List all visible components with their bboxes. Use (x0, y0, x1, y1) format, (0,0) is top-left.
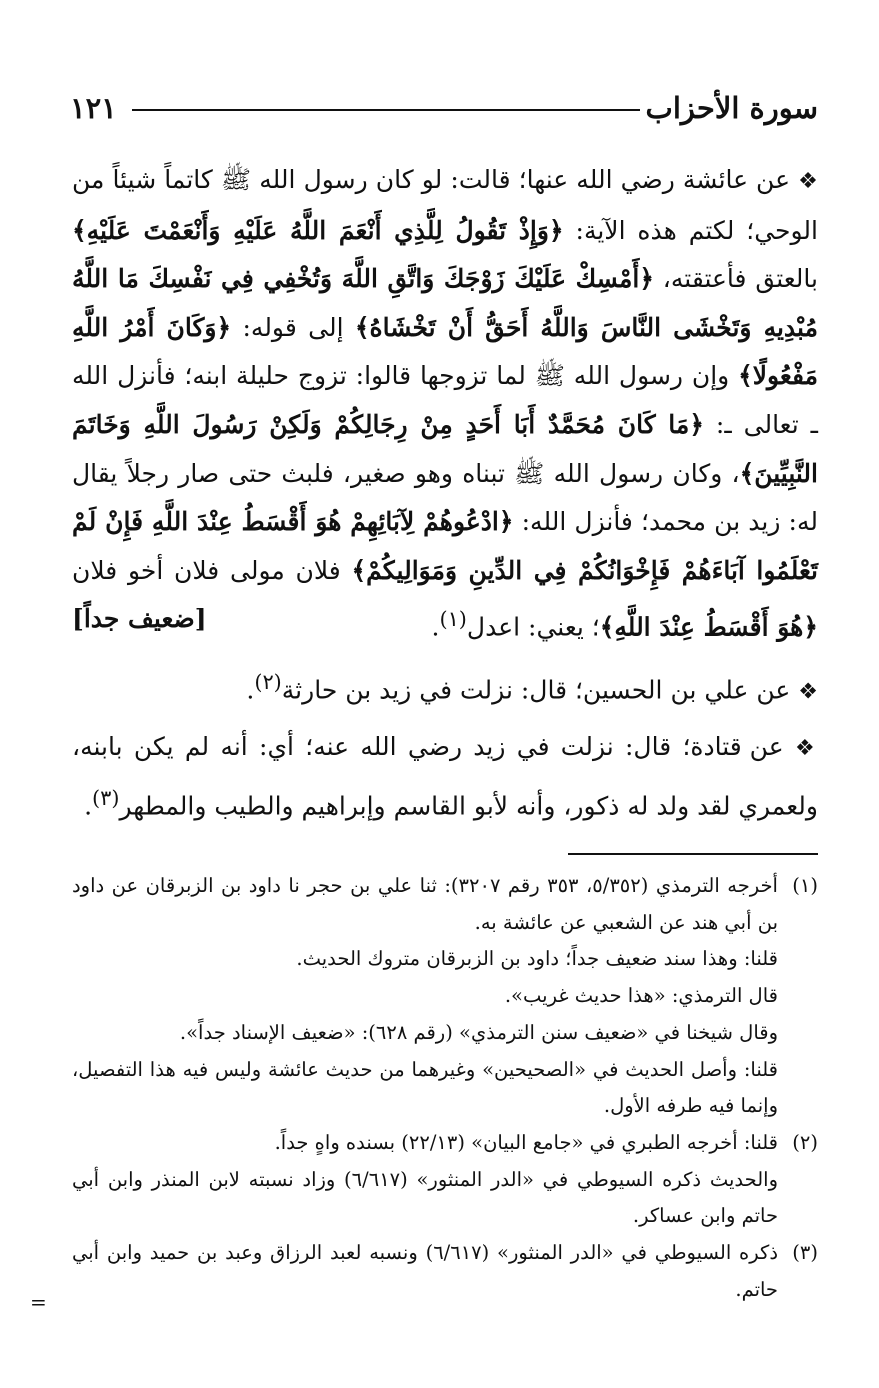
grade-label: [ضعيف جداً] (72, 604, 207, 634)
text-segment: عن علي بن الحسين؛ قال: نزلت في زيد بن حارثة (281, 675, 791, 705)
text-segment: . (84, 791, 93, 821)
margin-mark: = (30, 1290, 47, 1314)
footnote-1 (72, 868, 818, 1125)
footnote-line: قال الترمذي: «هذا حديث غريب». (504, 984, 778, 1008)
text-segment: إلى قوله: (231, 312, 355, 342)
quran-quote: ﴿وَإِذْ تَقُولُ لِلَّذِي أَنْعَمَ اللَّهُ عَلَيْهِ وَأَنْعَمْتَ عَلَيْهِ﴾ (72, 215, 564, 245)
quran-quote: ﴿وَكَانَ أَمْرُ اللَّهِ مَفْعُولًا﴾ (72, 312, 818, 391)
footnote-ref: (٣) (92, 785, 120, 810)
footnote-line: ذكره السيوطي في «الدر المنثور» (٦/٦١٧) ونسبه لعبد الرزاق وعبد بن حميد وابن أبي حاتم. (72, 1241, 778, 1301)
footnote-separator (568, 853, 818, 855)
footnote-line: قلنا: وأصل الحديث في «الصحيحين» وغيرهما من حديث عائشة وليس فيه هذا التفصيل، وإنما فيه طرفه الأول. (72, 1057, 778, 1118)
hadith-ali (72, 658, 818, 717)
footnote-line: قلنا: أخرجه الطبري في «جامع البيان» (٢٢/١٣) بسنده واهٍ جداً. (274, 1130, 778, 1154)
star-icon: ❖ (794, 736, 818, 762)
quran-quote: ﴿مَا كَانَ مُحَمَّدٌ أَبَا أَحَدٍ مِنْ رِجَالِكُمْ وَلَكِنْ رَسُولَ اللَّهِ وَخَاتَمَ النَّبِيِّينَ﴾ (72, 409, 818, 488)
text-segment: . (246, 675, 255, 705)
footnote-number: (٢) (792, 1130, 818, 1154)
footnote-line: قلنا: وهذا سند ضعيف جداً؛ داود بن الزبرقان متروك الحديث. (296, 947, 778, 971)
text-segment: ؛ يعني: اعدل (466, 612, 600, 642)
footnote-line: والحديث ذكره السيوطي في «الدر المنثور» (٦/٦١٧) وزاد نسبته لابن المنذر وابن أبي حاتم وابن عساكر. (72, 1167, 778, 1228)
quran-quote: ﴿هُوَ أَقْسَطُ عِنْدَ اللَّهِ﴾ (599, 612, 818, 642)
quran-quote: ﴿ادْعُوهُمْ لِآبَائِهِمْ هُوَ أَقْسَطُ عِنْدَ اللَّهِ فَإِنْ لَمْ تَعْلَمُوا آبَاءَهُمْ فَإِخْوَانُكُمْ فِي الدِّينِ وَمَوَالِيكُمْ﴾ (72, 507, 818, 585)
star-icon: ❖ (798, 679, 818, 705)
surah-title: سورة الأحزاب (645, 91, 818, 125)
footnote-line: أخرجه الترمذي (٥/٣٥٢، ٣٥٣ رقم ٣٢٠٧): ثنا علي بن حجر نا داود بن الزبرقان عن داود بن أبي هند عن الشعبي عن عائشة به. (72, 874, 778, 934)
page-header (70, 88, 818, 128)
text-segment: عن قتادة؛ قال: نزلت في زيد رضي الله عنه؛ أي: أنه لم يكن بابنه، ولعمري لقد ولد له ذكور، وأنه لأبو القاسم وإبراهيم والطيب والمطهر (72, 732, 818, 821)
footnote-number: (٣) (792, 1241, 818, 1265)
footnote-ref: (٢) (254, 670, 282, 695)
text-segment: ، وكان رسول الله ﷺ تبناه وهو صغير، فلبث حتى صار رجلاً يقال له: زيد بن محمد؛ فأنزل الله: (72, 458, 818, 537)
quran-quote: ﴿أَمْسِكْ عَلَيْكَ زَوْجَكَ وَاتَّقِ اللَّهَ وَتُخْفِي فِي نَفْسِكَ مَا اللَّهُ مُبْدِيهِ وَتَخْشَى النَّاسَ وَاللَّهُ أَحَقُّ أَنْ تَخْشَاهُ﴾ (72, 264, 818, 342)
footnotes (72, 868, 818, 1308)
footnote-line: وقال شيخنا في «ضعيف سنن الترمذي» (رقم ٦٢٨): «ضعيف الإسناد جداً». (179, 1020, 778, 1044)
footnote-3 (72, 1235, 818, 1308)
hadith-aisha (72, 156, 818, 652)
text-segment: . (431, 612, 440, 642)
main-text (72, 156, 818, 831)
header-rule (132, 109, 640, 111)
text-segment: فلان مولى فلان أخو فلان (72, 555, 352, 585)
footnote-ref: (١) (439, 607, 467, 632)
hadith-qatada (72, 723, 818, 831)
text-segment: بالعتق فأعتقته، (653, 264, 818, 294)
star-icon: ❖ (798, 169, 818, 194)
text-segment: وإن رسول الله ﷺ لما تزوجها قالوا: تزوج حليلة ابنه؛ فأنزل الله ـ تعالى ـ: (72, 361, 818, 439)
footnote-number: (١) (792, 874, 818, 897)
footnote-2 (72, 1125, 818, 1235)
text-segment: عن عائشة رضي الله عنها؛ قالت: لو كان رسول الله ﷺ كاتماً شيئاً من الوحي؛ لكتم هذه الآية: (72, 165, 818, 245)
page-number: ١٢١ (70, 91, 117, 125)
